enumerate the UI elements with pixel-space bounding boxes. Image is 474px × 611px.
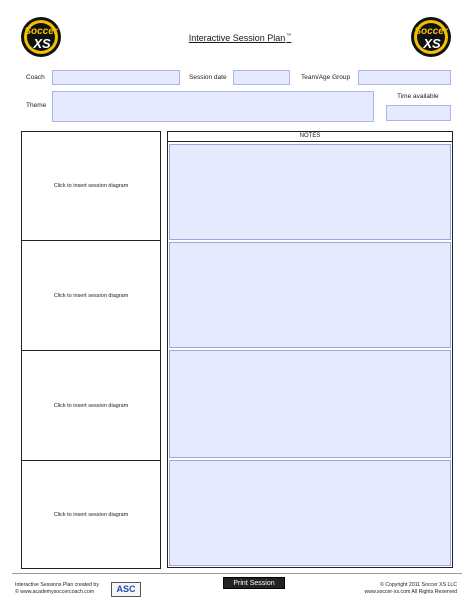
session-diagram-4[interactable] [21,460,161,569]
team-age-group-label: Team/Age Group [301,74,351,81]
theme-label: Theme [26,102,47,109]
footer-credit [15,582,99,595]
page-title [150,33,330,43]
session-diagram-2[interactable] [21,240,161,351]
notes-field-1[interactable] [169,144,451,240]
session-diagram-2-label: Click to insert session diagram [53,292,129,299]
coach-field[interactable] [52,70,180,85]
notes-field-4[interactable] [169,460,451,566]
logo-word-right: Soccer [414,26,448,37]
notes-field-2[interactable] [169,242,451,348]
asc-logo: ASC [111,582,141,597]
trademark-mark: ™ [286,33,292,39]
footer-divider [12,573,462,574]
team-age-group-field[interactable] [358,70,451,85]
session-diagram-1-label: Click to insert session diagram [53,183,129,189]
soccer-xs-logo-left [14,14,68,60]
session-diagram-3-label: Click to insert session diagram [53,402,129,409]
page-title-text: Interactive Session Plan [188,33,286,43]
logo-mark-left: XS [33,36,51,51]
notes-heading: NOTES [167,131,453,142]
soccer-xs-logo-right [404,14,458,60]
footer-copyright-line1: © Copyright 2011 Soccer XS LLC [380,582,457,588]
footer-copyright [364,582,457,595]
session-diagram-3[interactable] [21,350,161,461]
footer-credit-line1: Interactive Sessions Plan created by [15,582,99,588]
time-available-field[interactable] [386,105,451,121]
logo-word-left: Soccer [24,26,58,37]
footer-credit-line2: © www.academysoccercoach.com [15,588,95,595]
logo-mark-right: XS [423,36,441,51]
session-diagram-1[interactable] [21,131,161,241]
session-diagram-4-label: Click to insert session diagram [53,511,129,518]
time-available-label: Time available [397,93,439,100]
coach-label: Coach [26,74,45,81]
notes-field-3[interactable] [169,350,451,458]
session-date-label: Session date [189,74,227,81]
footer-copyright-line2: www.soccer-xs.com All Rights Reserved [364,588,457,595]
theme-field[interactable] [52,91,374,122]
session-date-field[interactable] [233,70,290,85]
print-session-button[interactable]: Print Session [223,577,285,589]
